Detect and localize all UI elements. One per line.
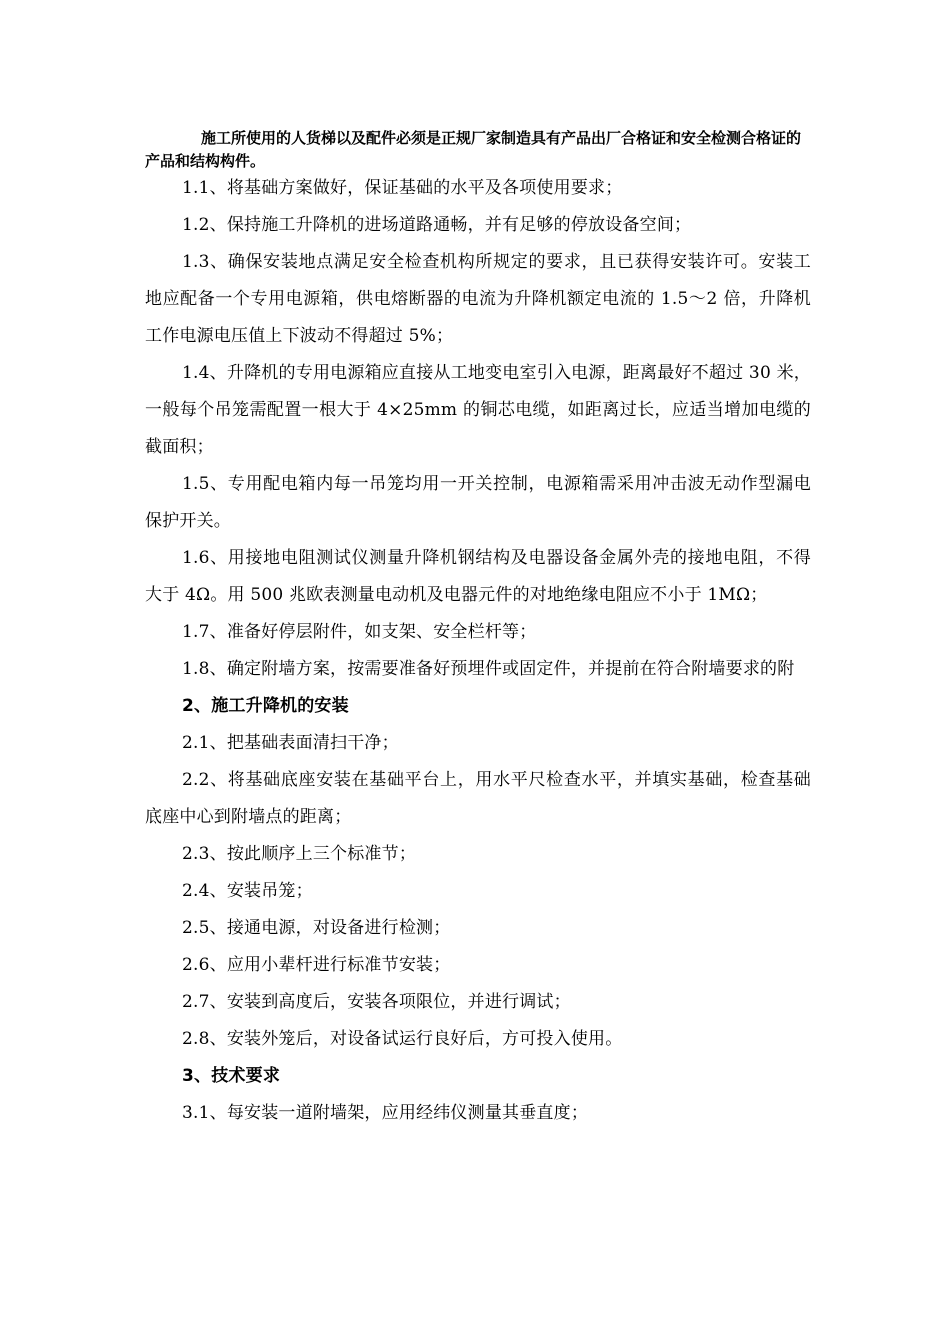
paragraph-2-1: 2.1、把基础表面清扫干净； (182, 733, 399, 753)
paragraph-2-8: 2.8、安装外笼后，对设备试运行良好后，方可投入使用。 (182, 1029, 623, 1049)
paragraph-1-3: 1.3、确保安装地点满足安全检查机构所规定的要求，且已获得安装许可。安装工地应配备一个专用电源箱，供电熔断器的电流为升降机额定电流的 1.5～2 倍，升降机工作电源电压值上下波动不得超过 5%； (145, 252, 811, 346)
paragraph-1-2: 1.2、保持施工升降机的进场道路通畅，并有足够的停放设备空间； (182, 215, 692, 235)
document-body (145, 170, 811, 1132)
paragraph-2-4: 2.4、安装吊笼； (182, 881, 313, 901)
paragraph-1-5: 1.5、专用配电箱内每一吊笼均用一开关控制，电源箱需采用冲击波无动作型漏电保护开关。 (145, 474, 811, 531)
paragraph-2-2: 2.2、将基础底座安装在基础平台上，用水平尺检查水平，并填实基础，检查基础底座中心到附墙点的距离； (145, 770, 811, 827)
paragraph-1-7: 1.7、准备好停层附件，如支架、安全栏杆等； (182, 622, 537, 642)
paragraph-1-4: 1.4、升降机的专用电源箱应直接从工地变电室引入电源，距离最好不超过 30 米，一般每个吊笼需配置一根大于 4×25mm 的铜芯电缆，如距离过长，应适当增加电缆的截面积； (145, 363, 811, 457)
paragraph-2-3: 2.3、按此顺序上三个标准节； (182, 844, 417, 864)
paragraph-3-1: 3.1、每安装一道附墙架，应用经纬仪测量其垂直度； (182, 1103, 589, 1123)
section-heading-2: 2、施工升降机的安装 (182, 696, 349, 716)
lead-paragraph: 施工所使用的人货梯以及配件必须是正规厂家制造具有产品出厂合格证和安全检测合格证的产品和结构构件。 (145, 129, 802, 170)
paragraph-1-6: 1.6、用接地电阻测试仪测量升降机钢结构及电器设备金属外壳的接地电阻，不得大于 4Ω。用 500 兆欧表测量电动机及电器元件的对地绝缘电阻应不小于 1MΩ； (145, 548, 811, 605)
paragraph-1-8: 1.8、确定附墙方案，按需要准备好预埋件或固定件，并提前在符合附墙要求的附 (182, 659, 795, 679)
paragraph-1-1: 1.1、将基础方案做好，保证基础的水平及各项使用要求； (182, 178, 623, 198)
paragraph-2-6: 2.6、应用小辈杆进行标准节安装； (182, 955, 451, 975)
paragraph-2-7: 2.7、安装到高度后，安装各项限位，并进行调试； (182, 992, 571, 1012)
section-heading-3: 3、技术要求 (182, 1066, 281, 1086)
paragraph-2-5: 2.5、接通电源，对设备进行检测； (182, 918, 451, 938)
